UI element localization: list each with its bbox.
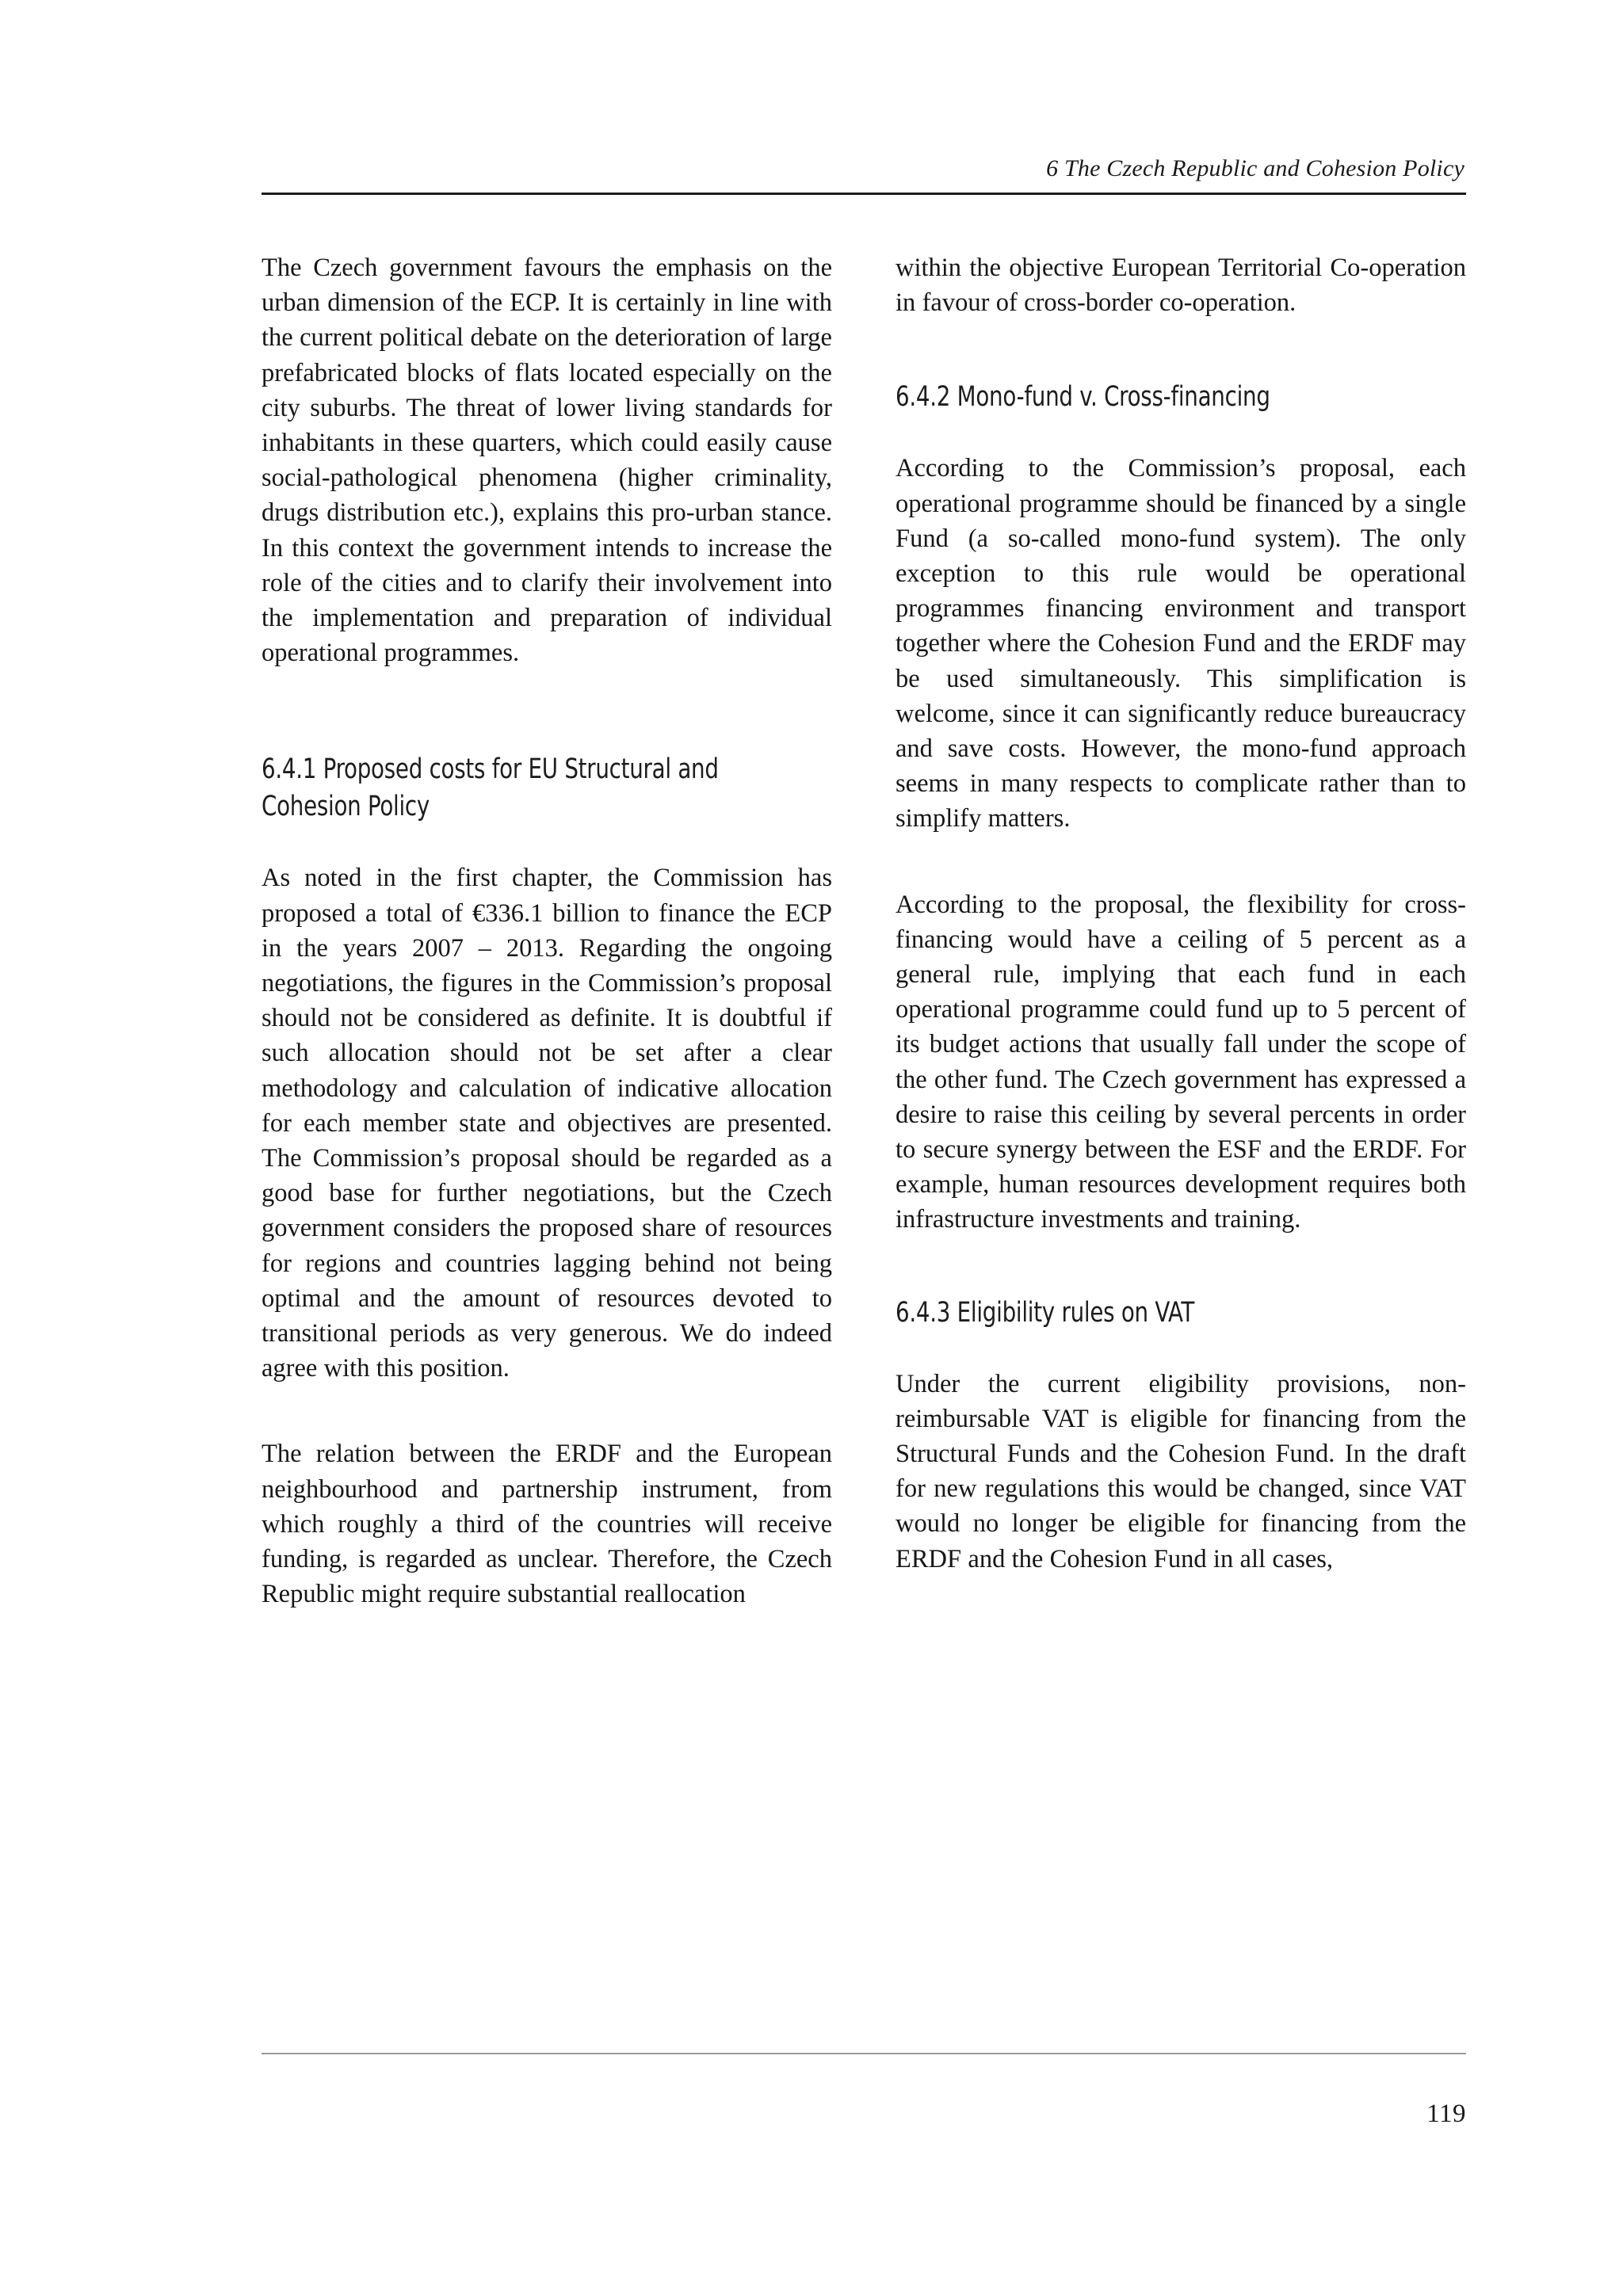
right-column [896, 250, 1466, 1985]
section-heading-6-4-3: 6.4.3 Eligibility rules on VAT [896, 1296, 1195, 1329]
left-paragraph-3: The relation between the ERDF and the European neighbourhood and partnership instrument, from which roughly a third of the countries will receive funding, is regarded as unclear. Therefore, the Czech Republic might require substantial reallocation [262, 1440, 832, 1609]
heading-spacer-top-2 [896, 344, 1466, 379]
running-head: 6 The Czech Republic and Cohesion Policy [1046, 155, 1465, 181]
heading-spacer-bottom-2 [896, 416, 1466, 451]
paragraph-spacer [262, 1409, 832, 1436]
section-heading-6-4-2: 6.4.2 Mono-fund v. Cross-financing [896, 381, 1270, 414]
two-column-body [262, 250, 1466, 1985]
header-divider [262, 193, 1466, 195]
paragraph-spacer-2 [896, 860, 1466, 887]
right-paragraph-3: According to the proposal, the flexibility for cross-financing would have a ceiling of 5 percent as a general rule, implying that each fund in each operational programme could fund up to 5 percent of its budget actions that usually fall under the scope of the other fund. The Czech government has expressed a desire to raise this ceiling by several percents in order to secure synergy between the ESF and the ERDF. For example, human resources development requires both infrastructure investments and training. [896, 890, 1466, 1234]
right-paragraph-1: within the objective European Territorial Co-operation in favour of cross-border co-operation. [896, 254, 1466, 318]
heading-spacer-top-3 [896, 1238, 1466, 1295]
right-paragraph-4: Under the current eligibility provisions, non-reimbursable VAT is eligible for financing from the Structural Funds and the Cohesion Fund. In the draft for new regulations this would be changed, since VAT would no longer be eligible for financing from the ERDF and the Cohesion Fund in all cases, [896, 1369, 1466, 1573]
left-column [262, 250, 832, 1985]
section-heading-6-4-1: 6.4.1 Proposed costs for EU Structural and Cohesion Policy [262, 753, 719, 823]
heading-spacer-top [262, 694, 832, 751]
right-paragraph-2: According to the Commission’s proposal, each operational programme should be financed by a single Fund (a so-called mono-fund system). The only exception to this rule would be operational programmes financing environment and transport together where the Cohesion Fund and the ERDF may be used simultaneously. This simplification is welcome, since it can significantly reduce bureaucracy and save costs. However, the mono-fund approach seems in many respects to complicate rather than to simplify matters. [896, 454, 1466, 833]
heading-spacer-bottom [262, 826, 832, 860]
page-number: 119 [1426, 2100, 1466, 2128]
page-header [262, 155, 1466, 195]
left-paragraph-1: The Czech government favours the emphasis on the urban dimension of the ECP. It is certainly in line with the current political debate on the deterioration of large prefabricated blocks of flats located especially on the city suburbs. The threat of lower living standards for inhabitants in these quarters, which could easily cause social-pathological phenomena (higher criminality, drugs distribution etc.), explains this pro-urban stance. In this context the government intends to increase the role of the cities and to clarify their involvement into the implementation and preparation of individual operational programmes. [262, 254, 832, 668]
left-paragraph-2: As noted in the first chapter, the Commission has proposed a total of €336.1 billion to finance the ECP in the years 2007 – 2013. Regarding the ongoing negotiations, the figures in the Commission’s proposal should not be considered as definite. It is doubtful if such allocation should not be set after a clear methodology and calculation of indicative allocation for each member state and objectives are presented. The Commission’s proposal should be regarded as a good base for further negotiations, but the Czech government considers the proposed share of resources for regions and countries lagging behind not being optimal and the amount of resources devoted to transitional periods as very generous. We do indeed agree with this position. [262, 864, 832, 1383]
heading-spacer-bottom-3 [896, 1332, 1466, 1367]
footer-divider [262, 2053, 1466, 2054]
